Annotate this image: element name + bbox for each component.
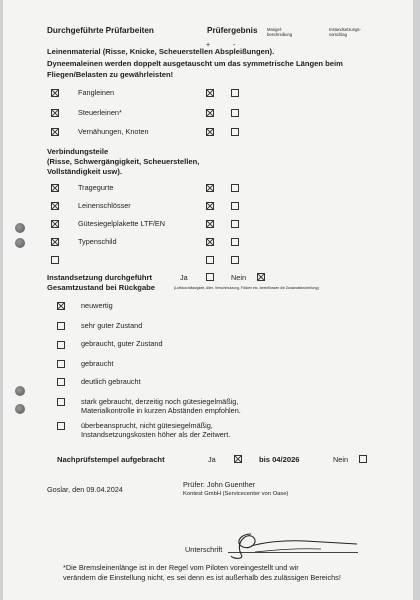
condition-checkbox-used[interactable] (57, 360, 65, 368)
connector-item-checkbox[interactable] (51, 220, 59, 228)
minus-label: - (233, 42, 236, 49)
result-plus-checkbox[interactable] (206, 220, 214, 228)
result-plus-checkbox[interactable] (206, 238, 214, 246)
footnote-line-1: *Die Bremsleinenlänge ist in der Regel vom Piloten voreingestellt und wir (63, 563, 299, 572)
condition-label-used-good: gebraucht, guter Zustand (81, 339, 163, 348)
condition-label-used: gebraucht (81, 359, 114, 368)
result-title: Prüfergebnis (207, 26, 258, 35)
lines-item-checkbox[interactable] (51, 109, 59, 117)
connectors-heading-2: (Risse, Schwergängigkeit, Scheuerstellen, (47, 157, 200, 166)
condition-checkbox-overused[interactable] (57, 422, 65, 430)
repair-no-label: Nein (231, 273, 247, 282)
result-plus-checkbox[interactable] (206, 202, 214, 210)
repair-label: Instandsetzung durchgeführt (47, 273, 153, 282)
plus-label: + (206, 42, 211, 49)
condition-heading: Gesamtzustand bei Rückgabe (47, 283, 156, 292)
lines-item-label: Steuerleinen* (78, 108, 122, 117)
result-minus-checkbox[interactable] (231, 89, 239, 97)
connector-item-label: Typenschild (78, 237, 117, 246)
stamp-label: Nachprüfstempel aufgebracht (57, 455, 165, 464)
stamp-yes-label: Ja (208, 455, 216, 464)
form-title: Durchgeführte Prüfarbeiten (47, 26, 154, 35)
column-repair-label: Instandsetzungs- vorschlag (329, 27, 361, 37)
lines-heading: Leinenmaterial (Risse, Knicke, Scheuerstellen Abspleißungen). (47, 47, 275, 56)
signature-label: Unterschrift (185, 545, 223, 554)
condition-checkbox-used-good[interactable] (57, 341, 65, 349)
condition-label-overused-2: Instandsetzungskosten höher als der Zeitwert. (81, 430, 231, 439)
punch-hole (15, 223, 25, 233)
condition-label-strongly-used-2: Materialkontrolle in kurzen Abständen empfohlen. (81, 406, 241, 415)
condition-label-overused: überbeansprucht, nicht gütesiegelmäßig, (81, 421, 213, 430)
result-minus-checkbox[interactable] (231, 184, 239, 192)
lines-item-label: Fangleinen (78, 88, 115, 97)
lines-item-checkbox[interactable] (51, 89, 59, 97)
place-date: Goslar, den 09.04.2024 (47, 485, 123, 494)
punch-hole (15, 238, 25, 248)
condition-label-very-good: sehr guter Zustand (81, 321, 143, 330)
stamp-no-checkbox[interactable] (359, 455, 367, 463)
lines-note: Dyneemaleinen werden doppelt ausgetauscht um das symmetrische Längen beim (47, 59, 343, 68)
footnote-line-2: verändern die Einstellung nicht, es sei denn es ist außerhalb des zulässigen Bereichs! (63, 573, 341, 582)
result-minus-checkbox[interactable] (231, 109, 239, 117)
condition-checkbox-heavily-used[interactable] (57, 378, 65, 386)
condition-label-strongly-used: stark gebraucht, derzeitig noch gütesiegelmäßig, (81, 397, 239, 406)
inspector-name: Prüfer: John Guenther (183, 480, 256, 489)
company-name: Kontest GmbH (Servicecenter von Oase) (183, 491, 289, 497)
lines-note-2: Fliegen/Belasten zu gewährleisten! (47, 70, 174, 79)
result-minus-checkbox[interactable] (231, 256, 239, 264)
condition-label-new: neuwertig (81, 301, 113, 310)
punch-hole (15, 386, 25, 396)
lines-item-checkbox[interactable] (51, 128, 59, 136)
connector-item-label: Tragegurte (78, 183, 114, 192)
connectors-heading: Verbindungsteile (47, 147, 109, 156)
connector-item-checkbox[interactable] (51, 256, 59, 264)
condition-checkbox-strongly-used[interactable] (57, 398, 65, 406)
connector-item-checkbox[interactable] (51, 238, 59, 246)
result-plus-checkbox[interactable] (206, 184, 214, 192)
inspection-form-page (3, 0, 413, 600)
lines-item-label: Vernähungen, Knoten (78, 127, 149, 136)
connector-item-checkbox[interactable] (51, 184, 59, 192)
result-plus-checkbox[interactable] (206, 89, 214, 97)
condition-label-heavily-used: deutlich gebraucht (81, 377, 141, 386)
result-plus-checkbox[interactable] (206, 128, 214, 136)
connector-item-label: Gütesiegelplakette LTF/EN (78, 219, 166, 228)
connectors-heading-3: Vollständigkeit usw). (47, 167, 122, 176)
repair-yes-checkbox[interactable] (206, 273, 214, 281)
result-minus-checkbox[interactable] (231, 128, 239, 136)
condition-checkbox-new[interactable] (57, 302, 65, 310)
stamp-yes-checkbox[interactable] (234, 455, 242, 463)
result-plus-checkbox[interactable] (206, 256, 214, 264)
condition-heading-note: (Luftdurchlässigkeit, Alter, Verschmutzung, Flicken etc. beeinflussen die Zustandsbeurteilung) (174, 286, 319, 290)
result-minus-checkbox[interactable] (231, 238, 239, 246)
connector-item-checkbox[interactable] (51, 202, 59, 210)
stamp-no-label: Nein (333, 455, 349, 464)
stamp-until: bis 04/2026 (259, 455, 300, 464)
handwritten-signature (225, 528, 365, 562)
column-defect-label: Mangel- beschreibung (267, 27, 293, 37)
result-minus-checkbox[interactable] (231, 202, 239, 210)
condition-checkbox-very-good[interactable] (57, 322, 65, 330)
connector-item-label: Leinenschlösser (78, 201, 131, 210)
repair-no-checkbox[interactable] (257, 273, 265, 281)
result-plus-checkbox[interactable] (206, 109, 214, 117)
punch-hole (15, 404, 25, 414)
repair-yes-label: Ja (180, 273, 188, 282)
result-minus-checkbox[interactable] (231, 220, 239, 228)
